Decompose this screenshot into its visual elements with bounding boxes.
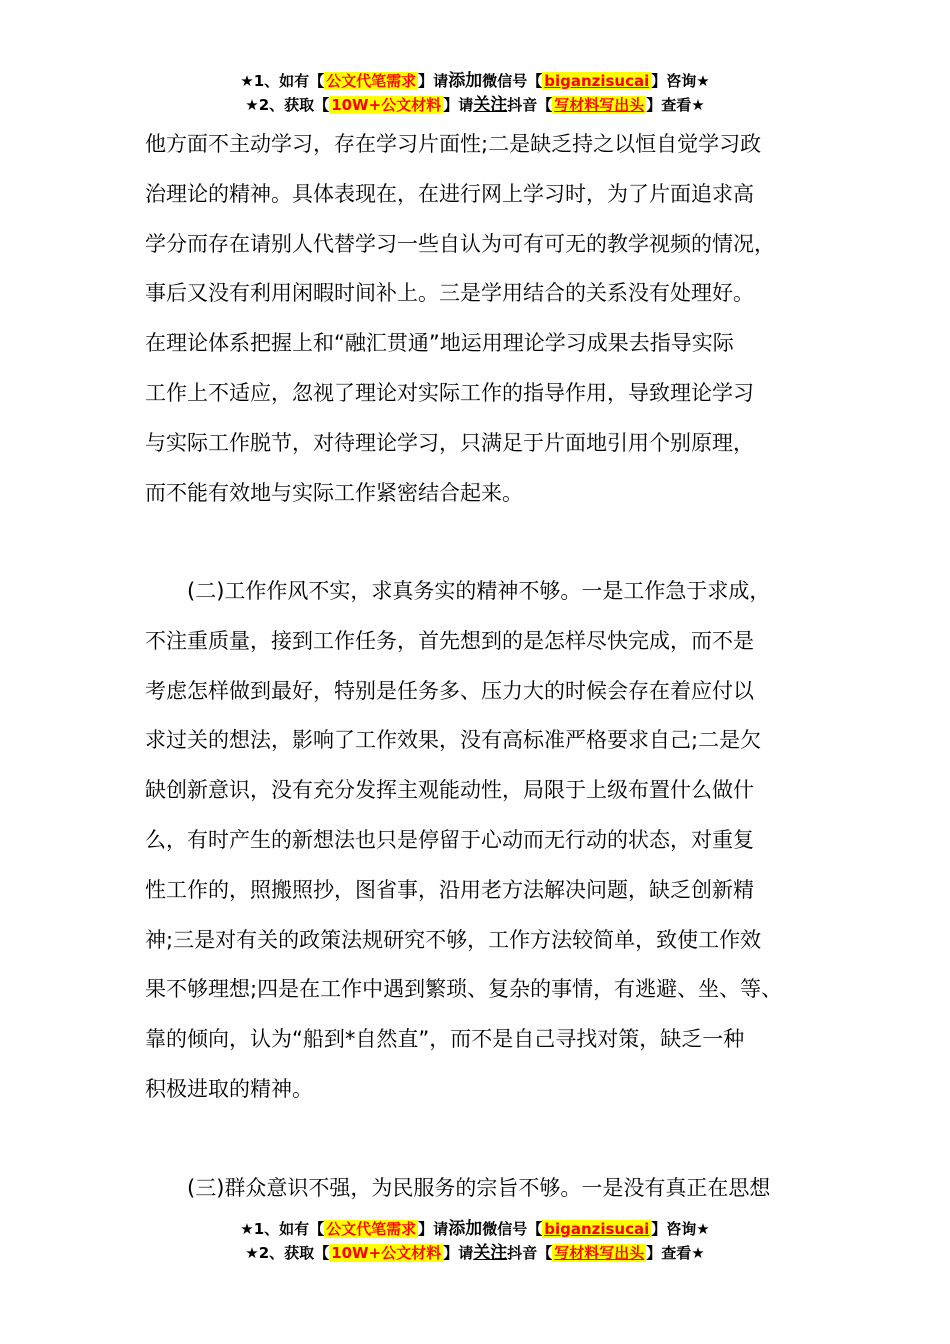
banner-text: 】请	[418, 72, 449, 90]
paragraph-2	[145, 567, 835, 1115]
highlight-service: 公文代笔需求	[326, 72, 417, 90]
banner-text: 】咨询★	[651, 1220, 710, 1238]
banner-text: ★1、如有【	[240, 72, 325, 90]
banner-text: 】请	[443, 96, 474, 114]
text-line: 缺创新意识，没有充分发挥主观能动性，局限于上级布置什么做什	[145, 778, 754, 803]
text-line: 神;三是对有关的政策法规研究不够，工作方法较简单，致使工作效	[145, 927, 762, 952]
banner-line-2	[0, 94, 950, 118]
banner-text: 】咨询★	[651, 72, 710, 90]
text-line: 么，有时产生的新想法也只是停留于心动而无行动的状态，对重复	[145, 827, 754, 852]
banner-emphasis: 添加	[448, 1219, 483, 1239]
paragraph-3	[145, 1164, 835, 1214]
banner-emphasis: 关注	[473, 95, 508, 115]
banner-line-2	[0, 1242, 950, 1266]
text-line: 性工作的，照搬照抄，图省事，沿用老方法解决问题，缺乏创新精	[145, 877, 754, 902]
text-line: 考虑怎样做到最好，特别是任务多、压力大的时候会存在着应付以	[145, 678, 754, 703]
text-line: 与实际工作脱节，对待理论学习，只满足于片面地引用个别原理，	[145, 430, 754, 455]
banner-line-1	[0, 1218, 950, 1242]
douyin-account-link[interactable]: 写材料写出头	[554, 96, 645, 114]
text-line: 靠的倾向，认为“船到*自然直”，而不是自己寻找对策，缺乏一种	[145, 1027, 745, 1052]
highlight-materials: 10W+公文材料	[331, 1244, 442, 1262]
banner-text: 】请	[418, 1220, 449, 1238]
wechat-id-link[interactable]: biganzisucai	[544, 1220, 650, 1238]
banner-emphasis: 关注	[473, 1243, 508, 1263]
banner-text: 微信号【	[482, 72, 543, 90]
text-line: 而不能有效地与实际工作紧密结合起来。	[145, 480, 523, 505]
douyin-account-link[interactable]: 写材料写出头	[554, 1244, 645, 1262]
paragraph-1	[145, 120, 835, 518]
wechat-id-link[interactable]: biganzisucai	[544, 72, 650, 90]
footer-banner	[0, 1218, 950, 1266]
header-banner	[0, 70, 950, 118]
text-line: (二)工作作风不实，求真务实的精神不够。一是工作急于求成，	[145, 579, 771, 603]
text-line: 不注重质量，接到工作任务，首先想到的是怎样尽快完成，而不是	[145, 628, 754, 653]
text-line: 他方面不主动学习，存在学习片面性;二是缺乏持之以恒自觉学习政	[145, 132, 762, 156]
text-line: 学分而存在请别人代替学习一些自认为可有可无的教学视频的情况，	[145, 231, 775, 256]
text-line: 在理论体系把握上和“融汇贯通”地运用理论学习成果去指导实际	[145, 331, 734, 356]
banner-text: 】查看★	[646, 96, 705, 114]
banner-text: ★2、获取【	[245, 1244, 330, 1262]
text-line: 果不够理想;四是在工作中遇到繁琐、复杂的事情，有逃避、坐、等、	[145, 977, 783, 1002]
text-line: 积极进取的精神。	[145, 1076, 313, 1101]
banner-text: 抖音【	[507, 1244, 553, 1262]
text-line: 治理论的精神。具体表现在，在进行网上学习时，为了片面追求高	[145, 181, 754, 206]
text-line: 求过关的想法，影响了工作效果，没有高标准严格要求自己;二是欠	[145, 728, 762, 753]
highlight-materials: 10W+公文材料	[331, 96, 442, 114]
banner-text: ★2、获取【	[245, 96, 330, 114]
banner-text: 抖音【	[507, 96, 553, 114]
banner-emphasis: 添加	[448, 71, 483, 91]
banner-line-1	[0, 70, 950, 94]
banner-text: 微信号【	[482, 1220, 543, 1238]
highlight-service: 公文代笔需求	[326, 1220, 417, 1238]
text-line: 工作上不适应，忽视了理论对实际工作的指导作用，导致理论学习	[145, 380, 754, 405]
text-line: (三)群众意识不强，为民服务的宗旨不够。一是没有真正在思想	[145, 1176, 771, 1200]
banner-text: 】请	[443, 1244, 474, 1262]
banner-text: 】查看★	[646, 1244, 705, 1262]
text-line: 事后又没有利用闲暇时间补上。三是学用结合的关系没有处理好。	[145, 281, 754, 306]
banner-text: ★1、如有【	[240, 1220, 325, 1238]
